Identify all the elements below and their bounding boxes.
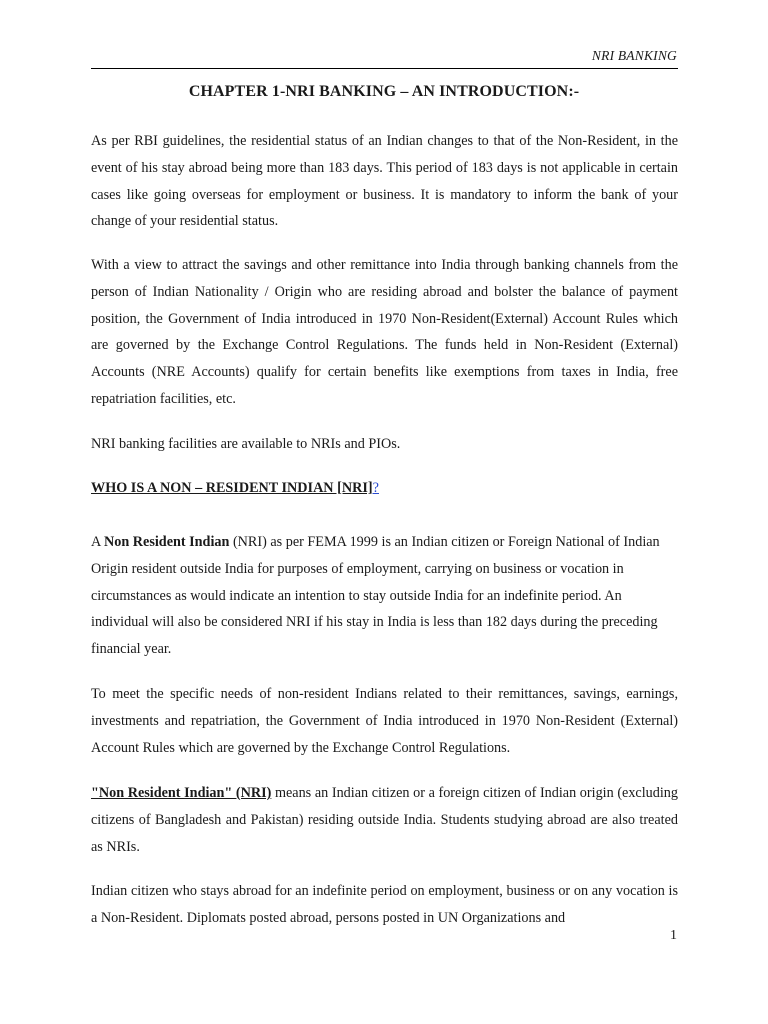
- paragraph-nre-accounts: With a view to attract the savings and other remittance into India through banking channels from the person of Indian Nationality / Origin who are residing abroad and bolster the balance of payment position, the Government of India introduced in 1970 Non-Resident(External) Account Rules which are governed by the Exchange Control Regulations. The funds held in Non-Resident (External) Accounts (NRE Accounts) qualify for certain benefits like exemptions from taxes in India, free repatriation facilities, etc.: [91, 257, 678, 407]
- running-header: NRI BANKING: [591, 48, 677, 63]
- section-heading-text: WHO IS A NON – RESIDENT INDIAN [NRI]: [91, 480, 373, 496]
- section-heading-link-mark[interactable]: ?: [372, 480, 379, 496]
- paragraph-residential-status: As per RBI guidelines, the residential status of an Indian changes to that of the Non-Resident, in the event of his stay abroad being more than 183 days. This period of 183 days is not applicable in certain cases like going overseas for employment or business. It is mandatory to inform the bank of your change of your residential status.: [91, 133, 678, 230]
- paragraph-indian-citizen-abroad: Indian citizen who stays abroad for an indefinite period on employment, business or on any vocation is a Non-Resident. Diplomats posted abroad, persons posted in UN Organizations and: [91, 883, 678, 926]
- paragraph-nri-facilities: NRI banking facilities are available to NRIs and PIOs.: [91, 436, 401, 452]
- paragraph-nri-definition: [91, 529, 678, 663]
- nri-definition-term: Non Resident Indian: [104, 534, 230, 550]
- paragraph-nri-meaning: [91, 780, 678, 860]
- section-heading-who-is-nri: [91, 480, 379, 497]
- page-number: 1: [670, 928, 677, 943]
- nri-meaning-text: means an Indian citizen or a foreign citizen of Indian origin (excluding citizens of Bangladesh and Pakistan) residing outside India. Students studying abroad are also treated as NRIs.: [91, 785, 678, 855]
- nri-definition-text: (NRI) as per FEMA 1999 is an Indian citizen or Foreign National of Indian Origin resident outside India for purposes of employment, carrying on business or vocation in circumstances as would indicate an intention to stay outside India for an indefinite period. An individual will also be considered NRI if his stay in India is less than 182 days during the preceding financial year.: [91, 534, 660, 658]
- paragraph-specific-needs: To meet the specific needs of non-resident Indians related to their remittances, savings, earnings, investments and repatriation, the Government of India introduced in 1970 Non-Resident (External) Account Rules which are governed by the Exchange Control Regulations.: [91, 686, 678, 756]
- nri-meaning-term: "Non Resident Indian" (NRI): [91, 785, 272, 801]
- chapter-title: CHAPTER 1-NRI BANKING – AN INTRODUCTION:-: [188, 83, 580, 100]
- header-rule: [91, 68, 678, 69]
- nri-definition-lead: A: [91, 534, 105, 550]
